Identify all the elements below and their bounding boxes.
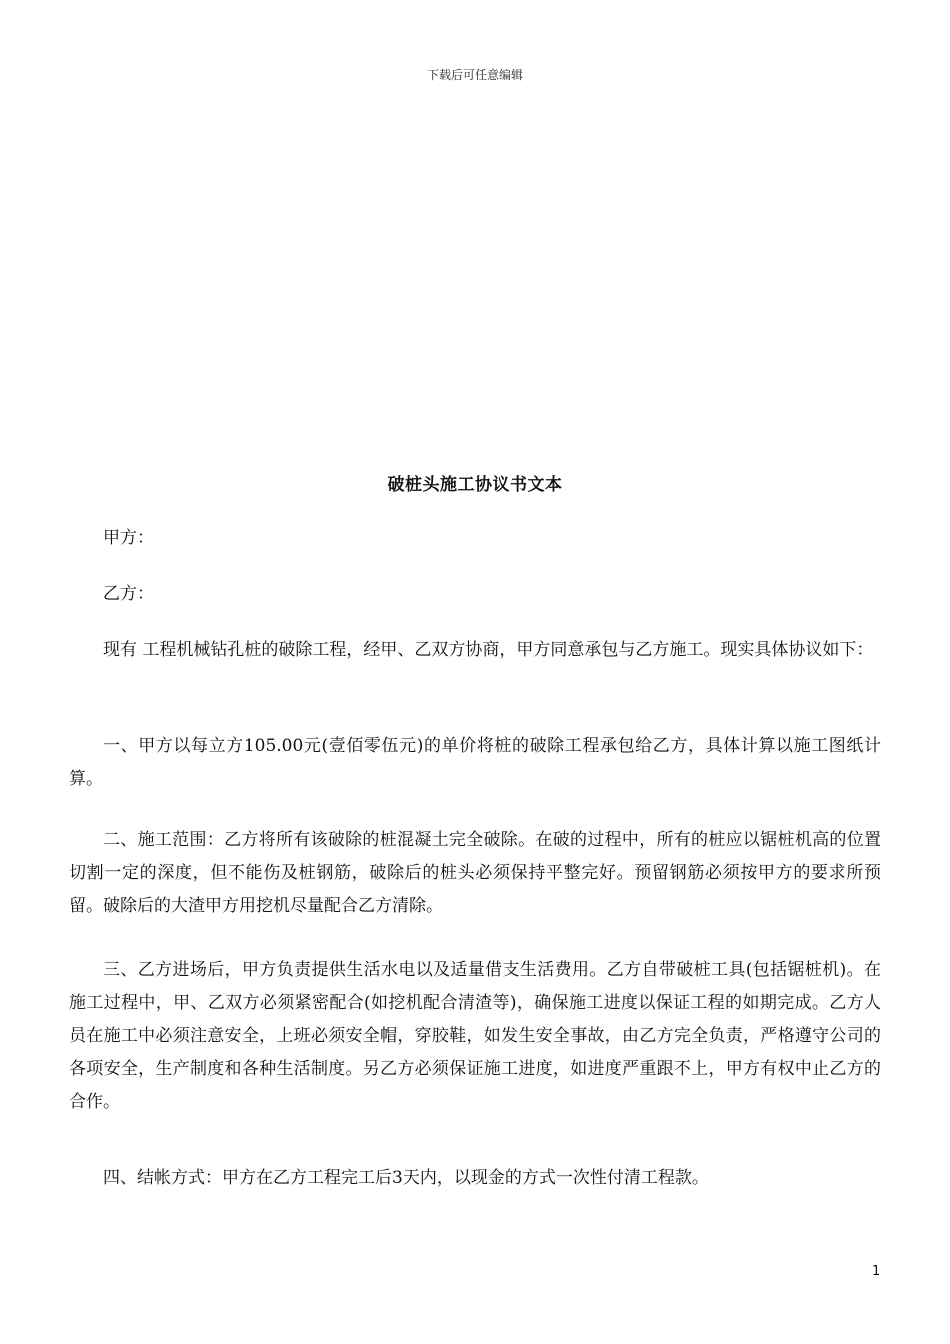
party-a-line: 甲方： <box>103 528 154 548</box>
header-note: 下载后可任意编辑 <box>426 68 523 82</box>
page-number: 1 <box>872 1264 881 1279</box>
clause-2-paragraph: 二、施工范围：乙方将所有该破除的桩混凝土完全破除。在破的过程中，所有的桩应以锯桩机高的位置切割一定的深度，但不能伤及桩钢筋，破除后的桩头必须保持平整完好。预留钢筋必须按甲方的要求所预留。破除后的大渣甲方用挖机尽量配合乙方清除。 <box>69 830 881 916</box>
document-title: 破桩头施工协议书文本 <box>387 475 563 495</box>
clause-4-paragraph: 四、结帐方式：甲方在乙方工程完工后3天内，以现金的方式一次性付清工程款。 <box>103 1168 709 1188</box>
clause-3-paragraph: 三、乙方进场后，甲方负责提供生活水电以及适量借支生活费用。乙方自带破桩工具(包括锯桩机)。在施工过程中，甲、乙双方必须紧密配合(如挖机配合清渣等)，确保施工进度以保证工程的如期完成。乙方人员在施工中必须注意安全，上班必须安全帽，穿胶鞋，如发生安全事故，由乙方完全负责，严格遵守公司的各项安全，生产制度和各种生活制度。另乙方必须保证施工进度，如进度严重跟不上，甲方有权中止乙方的合作。 <box>69 960 881 1112</box>
intro-paragraph: 现有 工程机械钻孔桩的破除工程，经甲、乙双方协商，甲方同意承包与乙方施工。现实具体协议如下： <box>103 640 874 660</box>
party-b-line: 乙方： <box>103 584 154 604</box>
clause-1-paragraph: 一、甲方以每立方105.00元(壹佰零伍元)的单价将桩的破除工程承包给乙方，具体计算以施工图纸计算。 <box>69 736 881 789</box>
